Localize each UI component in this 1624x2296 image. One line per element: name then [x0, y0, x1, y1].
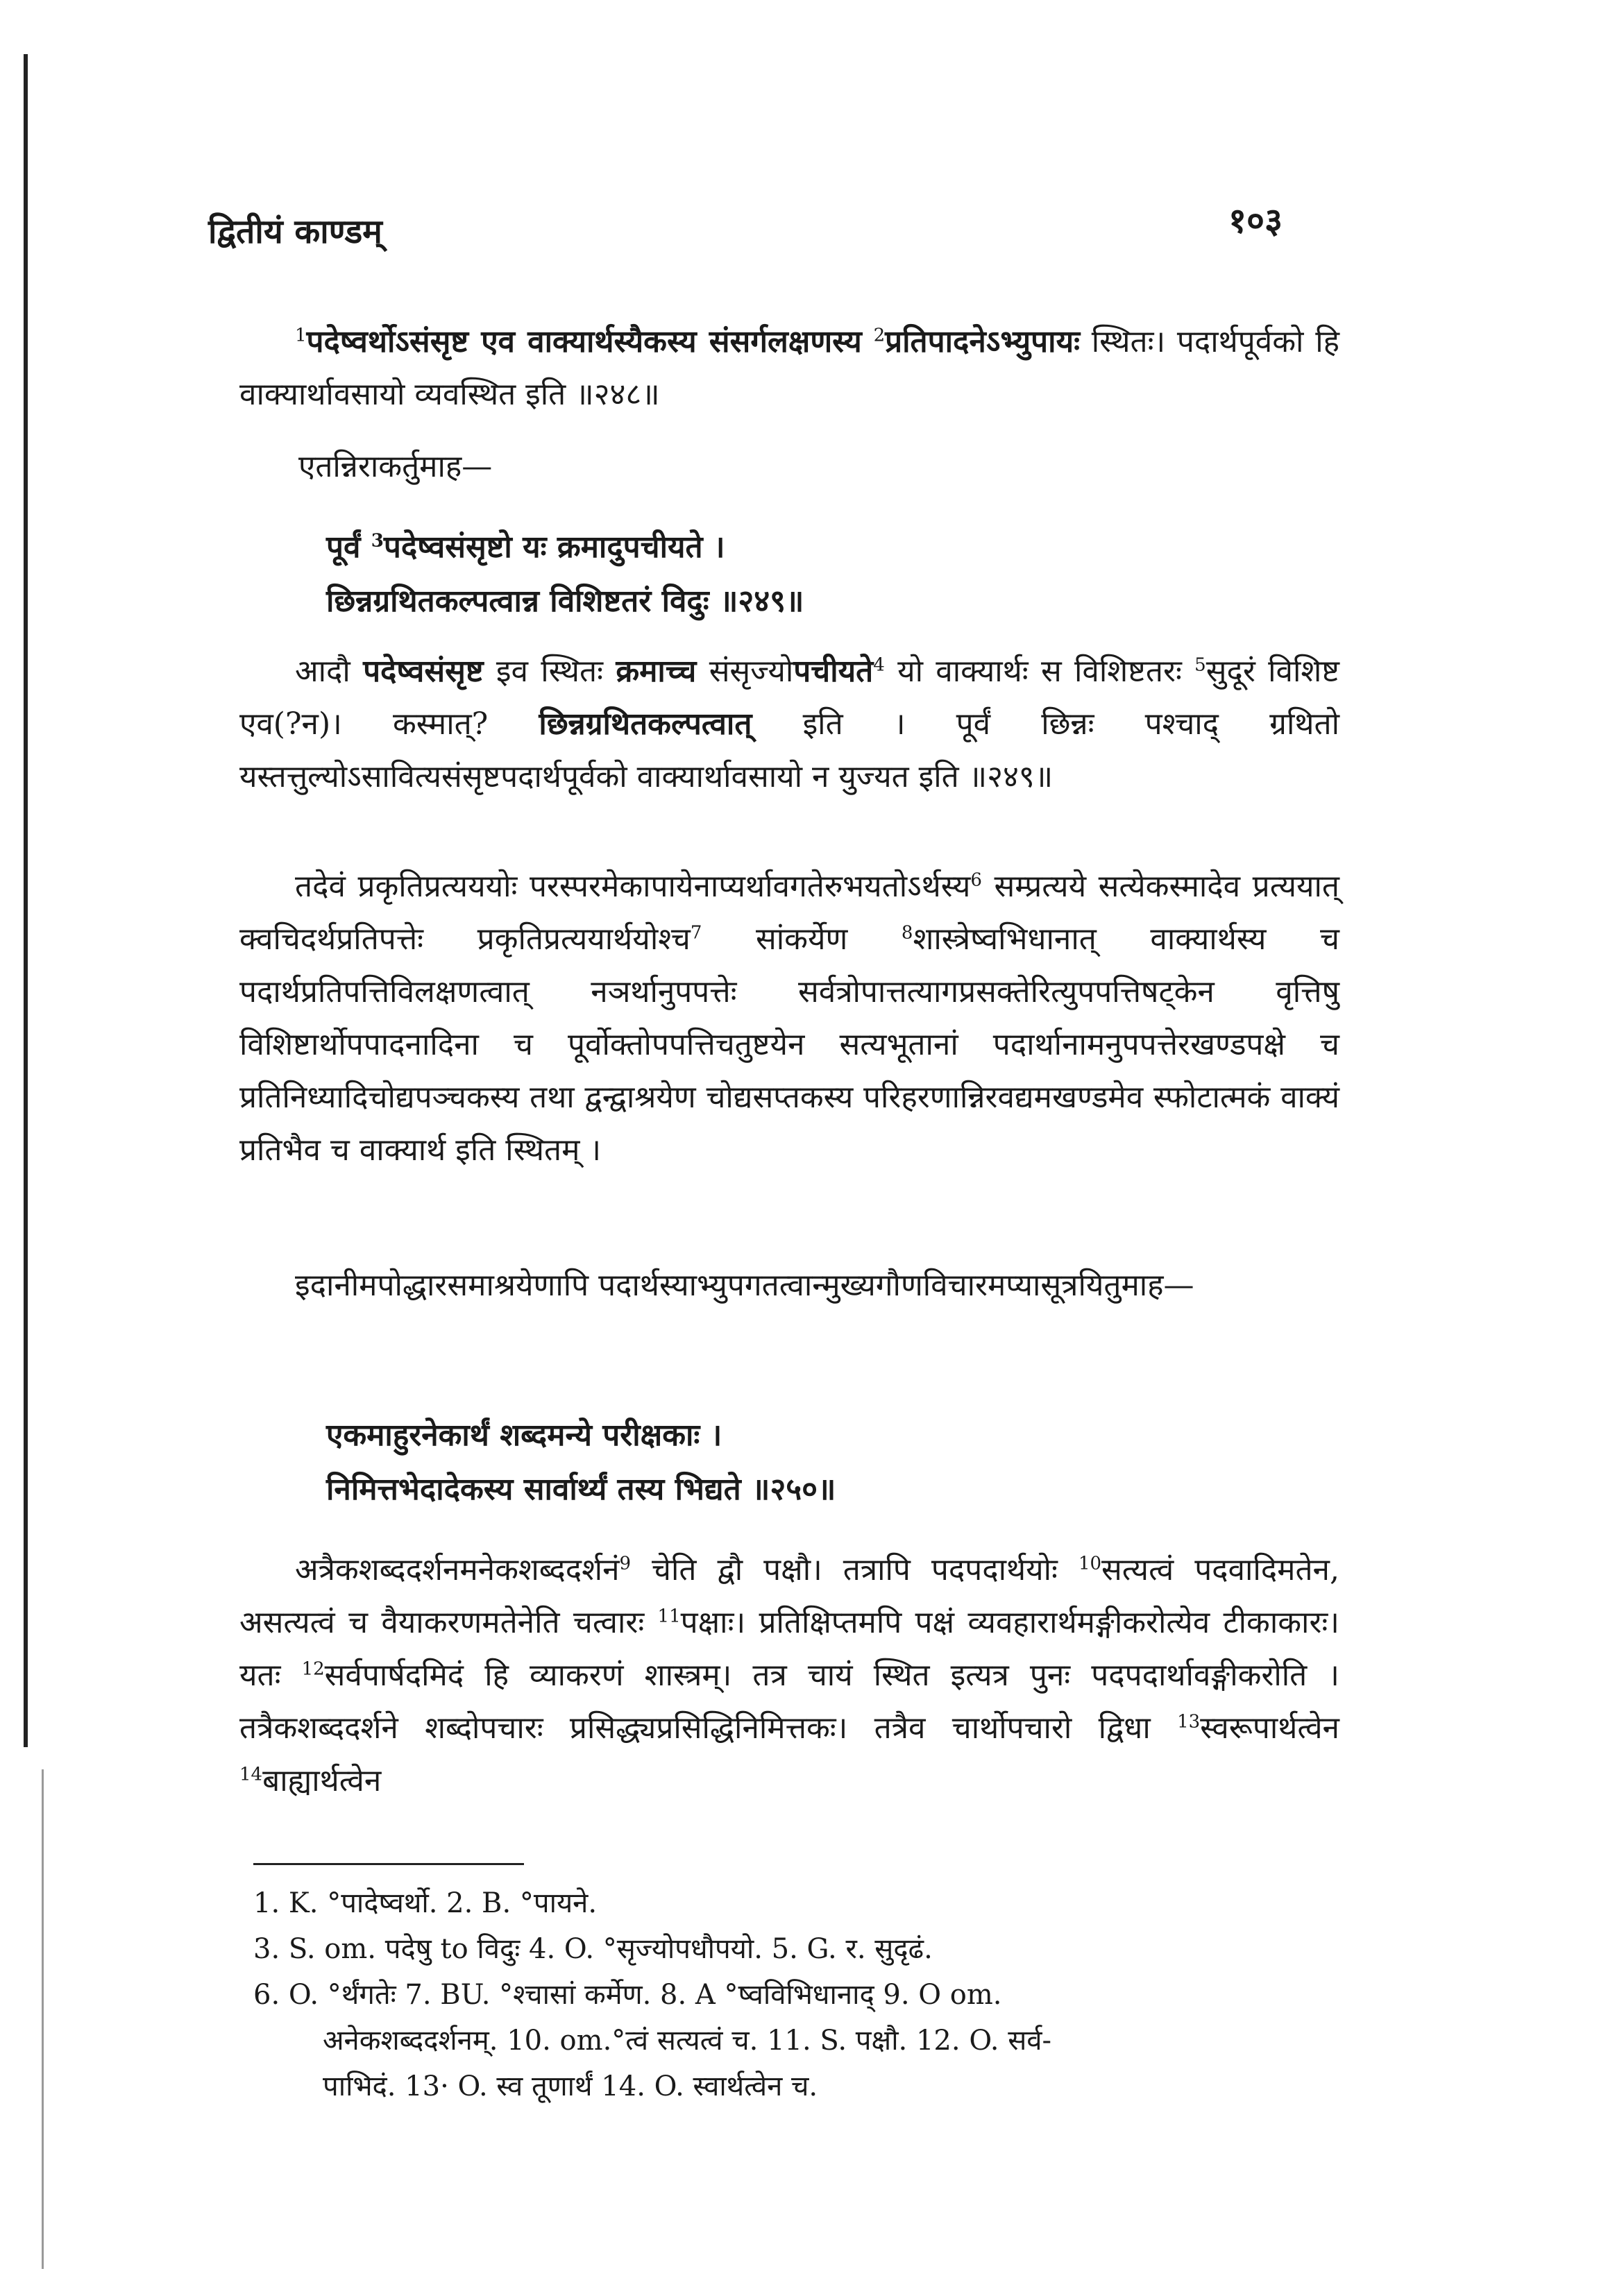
paragraph-commentary-248 [239, 316, 1339, 421]
footnote-ref: 8 [901, 922, 913, 944]
footnote-ref: 5 [1194, 654, 1206, 676]
footnote-divider [253, 1863, 524, 1865]
bold-phrase: छिन्नग्रथितकल्पत्वात् [539, 706, 752, 742]
footnote-ref: 13 [1177, 1711, 1201, 1733]
paragraph-commentary-250: अत्रैकशब्ददर्शनमनेकशब्ददर्शनं$^9$ चेति द्वौ पक्षौ। तत्रापि पदपदार्थयोः $^{10}$सत्यत्वं पदवादिमतेन, असत्यत्वं च वैयाकरणमतेनेति चत्वारः $^{11}$पक्षाः। प्रतिक्षिप्तमपि पक्षं व्यवहारार्थमङ्गीकरोत्येव टीकाकारः। यतः $^{12}$सर्वपार्षदमिदं हि व्याकरणं शास्त्रम्। तत्र चायं स्थित इत्यत्र पुनः पदपदार्थावङ्गीकरोति । तत्रैकशब्ददर्शने शब्दोपचारः प्रसिद्ध्यप्रसिद्धिनिमित्तकः। तत्रैव चार्थोपचारो द्विधा $^{13}$स्वरूपार्थत्वेन $^{14}$बाह्यार्थत्वेन [239, 1552, 1339, 1798]
page-number: १०३ [1228, 200, 1283, 241]
paragraph-intro-250: इदानीमपोद्धारसमाश्रयेणापि पदार्थस्याभ्युपगतत्वान्मुख्यगौणविचारमप्यासूत्रयितुमाह— [295, 1268, 1194, 1303]
footnote-line: पाभिदं. 13· O. स्व तूणार्थं 14. O. स्वार्थत्वेन च. [323, 2070, 818, 2102]
verse-249 [326, 520, 804, 629]
page-header [0, 0, 1624, 264]
footnote-ref: 6 [970, 869, 982, 891]
text-run: स्थितः। पदार्थपूर्वको हि वाक्यार्थावसायो व्यवस्थित इति ॥२४८॥ [239, 324, 1339, 412]
footnote-ref: 12 [301, 1658, 325, 1680]
footnote-line: 6. O. °र्थंगतेः 7. BU. °श्चासां कर्मेण. 8. A °ष्वविभिधानाद् 9. O om. [253, 1979, 1002, 2011]
paragraph-summary: तदेवं प्रकृतिप्रत्यययोः परस्परमेकापायेनाप्यर्थावगतेरुभयतोऽर्थस्य$^6$ सम्प्रत्यये सत्येकस्मादेव प्रत्ययात् क्वचिदर्थप्रतिपत्तेः प्रकृतिप्रत्ययार्थयोश्च$^7$ सांकर्येण $^8$शास्त्रेष्वभिधानात् वाक्यार्थस्य च पदार्थप्रतिपत्तिविलक्षणत्वात् नञर्थानुपपत्तेः सर्वत्रोपात्तत्यागप्रसक्तेरित्युपपत्तिषट्केन वृत्तिषु विशिष्टार्थोपपादनादिना च पूर्वोक्तोपपत्तिचतुष्टयेन सत्यभूतानां पदार्थानामनुपपत्तेरखण्डपक्षे च प्रतिनिध्यादिचोद्यपञ्चकस्य तथा द्वन्द्वाश्रयेण चोद्यसप्तकस्य परिहरणान्निरवद्यमखण्डमेव स्फोटात्मकं वाक्यं प्रतिभैव च वाक्यार्थ इति स्थितम् । [239, 869, 1339, 1168]
footnote-line: 3. S. om. पदेषु to विदुः 4. O. °सृज्योपधौपयो. 5. G. र. सुदृढं. [253, 1933, 933, 1965]
bold-phrase: पदेष्वर्थोऽसंसृष्ट एव वाक्यार्थस्यैकस्य संसर्गलक्षणस्य [306, 324, 862, 359]
bold-phrase: पदेष्वसंसृष्ट [363, 654, 484, 689]
footnotes [253, 1880, 1364, 2109]
footnote-ref: 2 [873, 325, 886, 346]
footnote-ref: 3 [371, 530, 384, 552]
page-edge-rule [24, 54, 28, 1747]
intro-verse-249: एतन्निराकर्तुमाह— [298, 449, 493, 484]
verse-line: छिन्नग्रथितकल्पत्वान्न विशिष्टतरं विदुः ॥२४९॥ [326, 584, 804, 619]
footnote-ref: 11 [657, 1606, 681, 1627]
bold-phrase: प्रतिपादनेऽभ्युपायः [885, 324, 1080, 359]
verse-line: निमित्तभेदादेकस्य सार्वार्थ्यं तस्य भिद्यते ॥२५०॥ [326, 1472, 836, 1507]
bold-phrase: पचीयते [793, 654, 874, 689]
paragraph-commentary-249: आदौ पदेष्वसंसृष्ट इव स्थितः क्रमाच्च संसृज्योपचीयते$^4$ यो वाक्यार्थः स विशिष्टतरः $^5$सुदूरं विशिष्ट एव(?न)। कस्मात्? छिन्नग्रथितकल्पत्वात् इति । पूर्वं छिन्नः पश्चाद् ग्रथितो यस्तत्तुल्योऽसावित्यसंसृष्टपदार्थपूर्वको वाक्यार्थावसायो न युज्यत इति ॥२४९॥ [239, 654, 1340, 794]
section-title: द्वितीयं काण्डम् [208, 212, 382, 251]
verse-250 [326, 1409, 836, 1517]
page-edge-rule-faint [42, 1769, 44, 2269]
footnote-line: 1. K. °पादेष्वर्थो. 2. B. °पायने. [253, 1887, 598, 1919]
bold-phrase: क्रमाच्च [616, 654, 697, 689]
footnote-ref: 9 [619, 1553, 632, 1574]
footnote-line: अनेकशब्ददर्शनम्. 10. om.°त्वं सत्यत्वं च. 11. S. पक्षौ. 12. O. सर्व- [323, 2025, 1051, 2057]
verse-line: पूर्वं $^3$पदेष्वसंसृष्टो यः क्रमादुपचीयते । [326, 529, 725, 565]
footnote-ref: 4 [873, 654, 885, 676]
footnote-ref: 10 [1078, 1553, 1102, 1574]
verse-line: एकमाहुरनेकार्थं शब्दमन्ये परीक्षकाः । [326, 1418, 722, 1453]
footnote-ref: 14 [239, 1764, 263, 1785]
footnote-ref: 7 [690, 922, 702, 944]
footnote-ref: 1 [295, 325, 307, 346]
